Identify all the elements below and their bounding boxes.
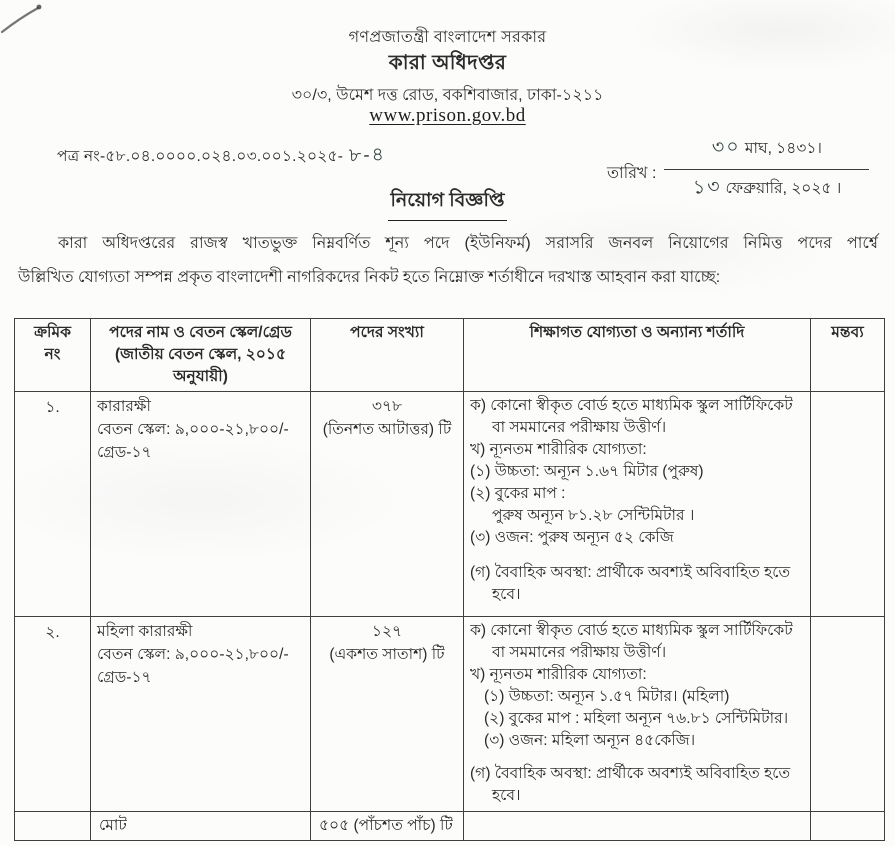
bangla-date [664, 133, 869, 170]
header-serial-line2: নং [44, 346, 61, 363]
intro-paragraph-line1: কারা অধিদপ্তরের রাজস্ব খাতভুক্ত নিম্নবর্ণিত শূন্য পদে (ইউনিফর্ম) সরাসরি জনবল নিয়োগের নিমিত্ত পদের পার্শ্বে [58, 235, 878, 252]
qual-line: (গ) বৈবাহিক অবস্থা: প্রার্থীকে অবশ্যই অবিবাহিত হতে [470, 564, 791, 581]
table-row-karaarokkhi [15, 392, 885, 617]
grade: গ্রেড-১৭ [97, 444, 152, 461]
qual-line: (১) উচ্চতা: অন্যূন ১.৬৭ মিটার (পুরুষ) [470, 463, 704, 480]
qualification-cell [464, 617, 811, 812]
vacancy-table [14, 318, 885, 841]
post-cell [91, 617, 311, 812]
total-label-cell: মোট [91, 812, 311, 841]
memo-number-line [57, 141, 386, 173]
government-title: গণপ্রজাতন্ত্রী বাংলাদেশ সরকার [348, 29, 547, 46]
qual-line: (৩) ওজন: পুরুষ অন্যূন ৫২ কেজি [470, 529, 674, 546]
website-link[interactable]: www.prison.gov.bd [369, 105, 526, 126]
memo-number-printed: পত্র নং-৫৮.০৪.০০০০.০২৪.০৩.০০১.২০২৫- [57, 148, 344, 165]
qual-line: (৩) ওজন: মহিলা অন্যূন ৪৫কেজি। [484, 732, 696, 749]
count-words: (তিনশত আটাত্তর) টি [322, 421, 452, 438]
total-remarks-cell [811, 812, 885, 841]
qual-line: (১) উচ্চতা: অন্যূন ১.৫৭ মিটার। (মহিলা) [484, 688, 730, 705]
qual-line-blank [470, 752, 804, 763]
intro-paragraph-line2: উল্লিখিত যোগ্যতা সম্পন্ন প্রকৃত বাংলাদেশী নাগরিকদের নিকট হতে নিম্নোক্ত শর্তাধীনে দরখাস্ত আহবান করা যাচ্ছে: [18, 269, 721, 286]
header-remarks: মন্তব্য [811, 319, 885, 392]
gregorian-date-day-handwritten: ১৩ [692, 176, 722, 199]
remarks-cell [811, 392, 885, 617]
count-cell [311, 392, 464, 617]
table-total-row [15, 812, 885, 841]
qualification-cell [464, 392, 811, 617]
department-name: কারা অধিদপ্তর [388, 52, 507, 74]
post-name: কারারক্ষী [97, 398, 151, 415]
date-label: তারিখ : [607, 164, 657, 182]
total-count-cell: ৫০৫ (পাঁচশত পাঁচ) টি [311, 812, 464, 841]
count-words: (একশত সাতাশ) টি [329, 646, 445, 663]
notice-title-row [0, 186, 895, 221]
header-post [91, 319, 311, 392]
count-number: ১২৭ [371, 623, 403, 640]
total-qualification-cell [464, 812, 811, 841]
header-post-line2: (জাতীয় বেতন স্কেল, ২০১৫ অনুযায়ী) [114, 346, 287, 385]
post-name: মহিলা কারারক্ষী [97, 623, 193, 640]
header-post-line1: পদের নাম ও বেতন স্কেল/গ্রেড [109, 324, 292, 341]
remarks-cell [811, 617, 885, 812]
qual-line: ক) কোনো স্বীকৃত বোর্ড হতে মাধ্যমিক স্কুল সার্টিফিকেট [470, 397, 793, 414]
qual-line: খ) ন্যূনতম শারীরিক যোগ্যতা: [470, 441, 647, 458]
department-address: ৩০/৩, উমেশ দত্ত রোড, বকশিবাজার, ঢাকা-১২১১ [291, 87, 604, 104]
qual-line: হবে। [492, 787, 521, 804]
notice-title: নিয়োগ বিজ্ঞপ্তি [388, 186, 506, 221]
header-qualification: শিক্ষাগত যোগ্যতা ও অন্যান্য শর্তাদি [464, 319, 811, 392]
bangla-date-day-handwritten: ৩০ [711, 136, 741, 159]
pay-scale: বেতন স্কেল: ৯,০০০-২১,৮০০/- [97, 421, 289, 438]
gregorian-date-printed: ফেব্রুয়ারি, ২০২৫ । [725, 180, 842, 197]
post-cell [91, 392, 311, 617]
table-row-mohila-karaarokkhi [15, 617, 885, 812]
header-count: পদের সংখ্যা [311, 319, 464, 392]
qual-line-blank [470, 549, 804, 562]
qual-line: বা সমমানের পরীক্ষায় উত্তীর্ণ। [492, 419, 667, 436]
header-serial-line1: ক্রমিক [34, 324, 71, 341]
count-number: ৩৭৮ [371, 398, 403, 415]
qual-line: (গ) বৈবাহিক অবস্থা: প্রার্থীকে অবশ্যই অবিবাহিত হতে [470, 765, 791, 782]
qual-line: হবে। [492, 586, 521, 603]
bangla-date-printed: মাঘ, ১৪৩১। [744, 140, 822, 157]
qual-line: খ) ন্যূনতম শারীরিক যোগ্যতা: [470, 666, 647, 683]
total-serial-cell [15, 812, 91, 841]
table-header-row [15, 319, 885, 392]
qual-line: পুরুষ অন্যূন ৮১.২৮ সেন্টিমিটার । [492, 507, 695, 524]
qual-line: (২) বুকের মাপ : মহিলা অন্যূন ৭৬.৮১ সেন্টিমিটার। [484, 710, 789, 727]
serial-cell: ২. [15, 617, 91, 812]
qual-line: বা সমমানের পরীক্ষায় উত্তীর্ণ। [492, 644, 667, 661]
header-serial [15, 319, 91, 392]
pay-scale: বেতন স্কেল: ৯,০০০-২১,৮০০/- [97, 646, 289, 663]
qual-line: (২) বুকের মাপ : [470, 485, 566, 502]
website-line [0, 105, 895, 127]
count-cell [311, 617, 464, 812]
qual-line: ক) কোনো স্বীকৃত বোর্ড হতে মাধ্যমিক স্কুল সার্টিফিকেট [470, 622, 793, 639]
memo-number-handwritten: ৮-৪ [348, 144, 387, 167]
grade: গ্রেড-১৭ [97, 669, 152, 686]
serial-cell: ১. [15, 392, 91, 617]
